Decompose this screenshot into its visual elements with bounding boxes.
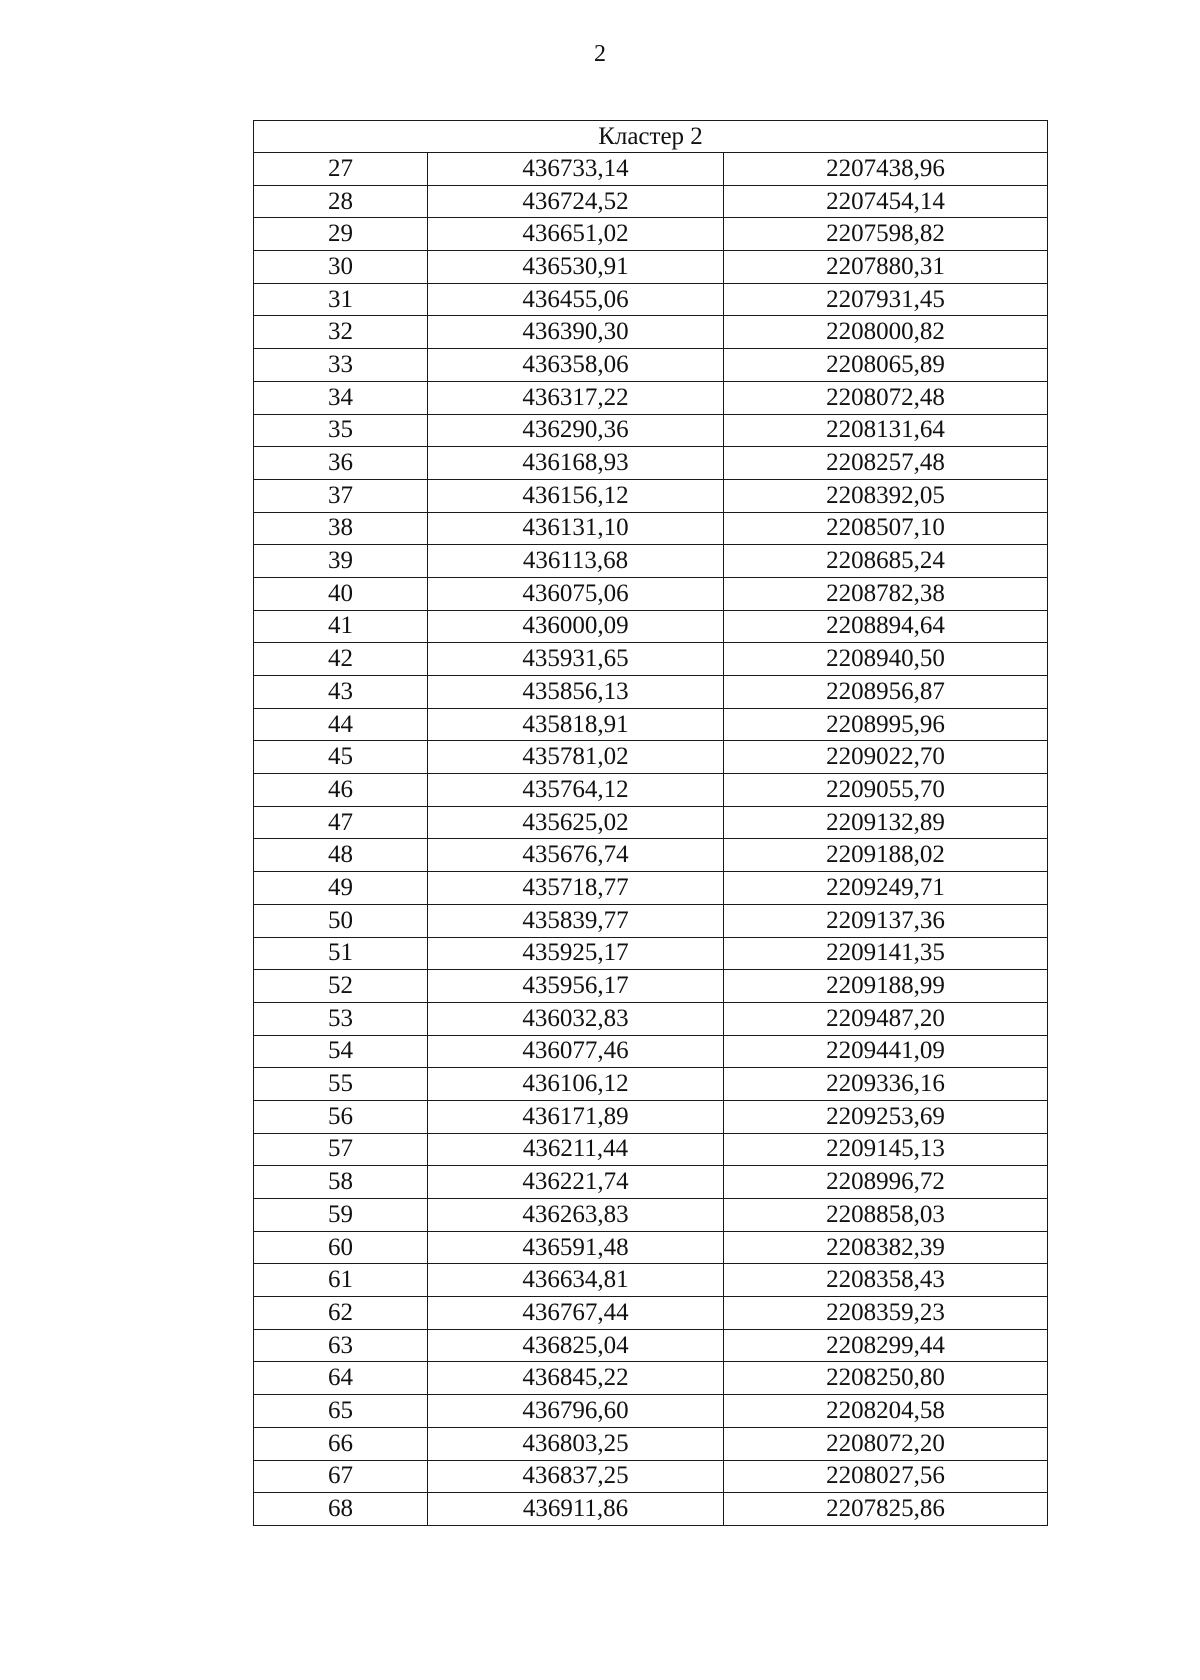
table-row (254, 643, 1048, 676)
x-coordinate-cell: 435856,13 (428, 676, 724, 709)
table-row (254, 479, 1048, 512)
point-number-cell: 64 (254, 1362, 428, 1395)
y-coordinate-cell: 2208072,48 (724, 381, 1048, 414)
x-coordinate-cell: 436156,12 (428, 479, 724, 512)
y-coordinate-cell: 2208359,23 (724, 1297, 1048, 1330)
x-coordinate-cell: 436803,25 (428, 1427, 724, 1460)
point-number-cell: 61 (254, 1264, 428, 1297)
point-number-cell: 33 (254, 349, 428, 382)
x-coordinate-cell: 436171,89 (428, 1100, 724, 1133)
table-row (254, 1297, 1048, 1330)
y-coordinate-cell: 2209055,70 (724, 774, 1048, 807)
point-number-cell: 40 (254, 577, 428, 610)
y-coordinate-cell: 2208250,80 (724, 1362, 1048, 1395)
y-coordinate-cell: 2208858,03 (724, 1199, 1048, 1232)
point-number-cell: 58 (254, 1166, 428, 1199)
x-coordinate-cell: 435925,17 (428, 937, 724, 970)
x-coordinate-cell: 435818,91 (428, 708, 724, 741)
table-row (254, 839, 1048, 872)
table-row (254, 1199, 1048, 1232)
point-number-cell: 56 (254, 1100, 428, 1133)
point-number-cell: 60 (254, 1231, 428, 1264)
y-coordinate-cell: 2209487,20 (724, 1002, 1048, 1035)
x-coordinate-cell: 436724,52 (428, 185, 724, 218)
x-coordinate-cell: 436317,22 (428, 381, 724, 414)
x-coordinate-cell: 435781,02 (428, 741, 724, 774)
y-coordinate-cell: 2209145,13 (724, 1133, 1048, 1166)
y-coordinate-cell: 2208131,64 (724, 414, 1048, 447)
table-row (254, 349, 1048, 382)
point-number-cell: 43 (254, 676, 428, 709)
table-row (254, 1362, 1048, 1395)
x-coordinate-cell: 436077,46 (428, 1035, 724, 1068)
x-coordinate-cell: 436634,81 (428, 1264, 724, 1297)
page-number: 2 (594, 41, 606, 67)
y-coordinate-cell: 2209253,69 (724, 1100, 1048, 1133)
x-coordinate-cell: 436131,10 (428, 512, 724, 545)
x-coordinate-cell: 436825,04 (428, 1329, 724, 1362)
table-row (254, 447, 1048, 480)
y-coordinate-cell: 2207880,31 (724, 251, 1048, 284)
x-coordinate-cell: 436000,09 (428, 610, 724, 643)
table-row (254, 153, 1048, 186)
y-coordinate-cell: 2209249,71 (724, 872, 1048, 905)
point-number-cell: 44 (254, 708, 428, 741)
x-coordinate-cell: 435956,17 (428, 970, 724, 1003)
x-coordinate-cell: 436796,60 (428, 1395, 724, 1428)
x-coordinate-cell: 436767,44 (428, 1297, 724, 1330)
y-coordinate-cell: 2208995,96 (724, 708, 1048, 741)
y-coordinate-cell: 2207454,14 (724, 185, 1048, 218)
table-row (254, 251, 1048, 284)
point-number-cell: 53 (254, 1002, 428, 1035)
point-number-cell: 31 (254, 283, 428, 316)
y-coordinate-cell: 2209141,35 (724, 937, 1048, 970)
coordinates-table-body (254, 121, 1048, 1526)
point-number-cell: 36 (254, 447, 428, 480)
y-coordinate-cell: 2208358,43 (724, 1264, 1048, 1297)
x-coordinate-cell: 436113,68 (428, 545, 724, 578)
table-row (254, 872, 1048, 905)
point-number-cell: 42 (254, 643, 428, 676)
x-coordinate-cell: 436263,83 (428, 1199, 724, 1232)
x-coordinate-cell: 436168,93 (428, 447, 724, 480)
table-row (254, 774, 1048, 807)
x-coordinate-cell: 435625,02 (428, 806, 724, 839)
y-coordinate-cell: 2207598,82 (724, 218, 1048, 251)
table-row (254, 1427, 1048, 1460)
y-coordinate-cell: 2208072,20 (724, 1427, 1048, 1460)
y-coordinate-cell: 2207438,96 (724, 153, 1048, 186)
x-coordinate-cell: 436911,86 (428, 1493, 724, 1526)
y-coordinate-cell: 2208382,39 (724, 1231, 1048, 1264)
x-coordinate-cell: 436106,12 (428, 1068, 724, 1101)
y-coordinate-cell: 2209336,16 (724, 1068, 1048, 1101)
y-coordinate-cell: 2208299,44 (724, 1329, 1048, 1362)
table-row (254, 185, 1048, 218)
y-coordinate-cell: 2207931,45 (724, 283, 1048, 316)
y-coordinate-cell: 2209137,36 (724, 904, 1048, 937)
x-coordinate-cell: 436211,44 (428, 1133, 724, 1166)
x-coordinate-cell: 436390,30 (428, 316, 724, 349)
y-coordinate-cell: 2208065,89 (724, 349, 1048, 382)
x-coordinate-cell: 436455,06 (428, 283, 724, 316)
table-row (254, 937, 1048, 970)
point-number-cell: 59 (254, 1199, 428, 1232)
table-row (254, 610, 1048, 643)
x-coordinate-cell: 436032,83 (428, 1002, 724, 1035)
table-row (254, 1166, 1048, 1199)
y-coordinate-cell: 2209188,99 (724, 970, 1048, 1003)
x-coordinate-cell: 436837,25 (428, 1460, 724, 1493)
y-coordinate-cell: 2208685,24 (724, 545, 1048, 578)
y-coordinate-cell: 2209132,89 (724, 806, 1048, 839)
x-coordinate-cell: 435839,77 (428, 904, 724, 937)
table-row (254, 414, 1048, 447)
point-number-cell: 57 (254, 1133, 428, 1166)
x-coordinate-cell: 436530,91 (428, 251, 724, 284)
point-number-cell: 46 (254, 774, 428, 807)
table-row (254, 708, 1048, 741)
y-coordinate-cell: 2209022,70 (724, 741, 1048, 774)
table-row (254, 1493, 1048, 1526)
point-number-cell: 66 (254, 1427, 428, 1460)
table-row (254, 1264, 1048, 1297)
y-coordinate-cell: 2208204,58 (724, 1395, 1048, 1428)
y-coordinate-cell: 2208940,50 (724, 643, 1048, 676)
table-row (254, 1100, 1048, 1133)
y-coordinate-cell: 2208027,56 (724, 1460, 1048, 1493)
y-coordinate-cell: 2208000,82 (724, 316, 1048, 349)
x-coordinate-cell: 435718,77 (428, 872, 724, 905)
point-number-cell: 38 (254, 512, 428, 545)
y-coordinate-cell: 2208257,48 (724, 447, 1048, 480)
point-number-cell: 35 (254, 414, 428, 447)
point-number-cell: 41 (254, 610, 428, 643)
point-number-cell: 63 (254, 1329, 428, 1362)
table-row (254, 1329, 1048, 1362)
table-row (254, 806, 1048, 839)
point-number-cell: 34 (254, 381, 428, 414)
table-row (254, 381, 1048, 414)
table-row (254, 1133, 1048, 1166)
point-number-cell: 32 (254, 316, 428, 349)
table-row (254, 1068, 1048, 1101)
table-row (254, 970, 1048, 1003)
y-coordinate-cell: 2208956,87 (724, 676, 1048, 709)
x-coordinate-cell: 435676,74 (428, 839, 724, 872)
x-coordinate-cell: 436358,06 (428, 349, 724, 382)
y-coordinate-cell: 2208507,10 (724, 512, 1048, 545)
x-coordinate-cell: 436221,74 (428, 1166, 724, 1199)
point-number-cell: 54 (254, 1035, 428, 1068)
point-number-cell: 51 (254, 937, 428, 970)
point-number-cell: 29 (254, 218, 428, 251)
table-row (254, 577, 1048, 610)
cluster-header: Кластер 2 (254, 121, 1048, 153)
table-row (254, 676, 1048, 709)
point-number-cell: 49 (254, 872, 428, 905)
x-coordinate-cell: 436591,48 (428, 1231, 724, 1264)
point-number-cell: 65 (254, 1395, 428, 1428)
x-coordinate-cell: 435764,12 (428, 774, 724, 807)
y-coordinate-cell: 2208782,38 (724, 577, 1048, 610)
y-coordinate-cell: 2209188,02 (724, 839, 1048, 872)
table-row (254, 1395, 1048, 1428)
point-number-cell: 52 (254, 970, 428, 1003)
point-number-cell: 27 (254, 153, 428, 186)
x-coordinate-cell: 436845,22 (428, 1362, 724, 1395)
point-number-cell: 47 (254, 806, 428, 839)
y-coordinate-cell: 2208894,64 (724, 610, 1048, 643)
table-row (254, 283, 1048, 316)
point-number-cell: 67 (254, 1460, 428, 1493)
table-row (254, 1035, 1048, 1068)
point-number-cell: 48 (254, 839, 428, 872)
y-coordinate-cell: 2209441,09 (724, 1035, 1048, 1068)
point-number-cell: 28 (254, 185, 428, 218)
point-number-cell: 37 (254, 479, 428, 512)
point-number-cell: 30 (254, 251, 428, 284)
table-row (254, 316, 1048, 349)
point-number-cell: 62 (254, 1297, 428, 1330)
x-coordinate-cell: 436651,02 (428, 218, 724, 251)
y-coordinate-cell: 2207825,86 (724, 1493, 1048, 1526)
x-coordinate-cell: 435931,65 (428, 643, 724, 676)
table-row (254, 741, 1048, 774)
table-row (254, 545, 1048, 578)
table-row (254, 904, 1048, 937)
point-number-cell: 50 (254, 904, 428, 937)
table-row (254, 218, 1048, 251)
table-row (254, 1231, 1048, 1264)
coordinates-table (253, 120, 1048, 1526)
table-row (254, 512, 1048, 545)
x-coordinate-cell: 436290,36 (428, 414, 724, 447)
point-number-cell: 68 (254, 1493, 428, 1526)
point-number-cell: 39 (254, 545, 428, 578)
table-row (254, 1002, 1048, 1035)
y-coordinate-cell: 2208996,72 (724, 1166, 1048, 1199)
x-coordinate-cell: 436075,06 (428, 577, 724, 610)
table-row (254, 1460, 1048, 1493)
x-coordinate-cell: 436733,14 (428, 153, 724, 186)
table-header-row (254, 121, 1048, 153)
point-number-cell: 45 (254, 741, 428, 774)
point-number-cell: 55 (254, 1068, 428, 1101)
y-coordinate-cell: 2208392,05 (724, 479, 1048, 512)
